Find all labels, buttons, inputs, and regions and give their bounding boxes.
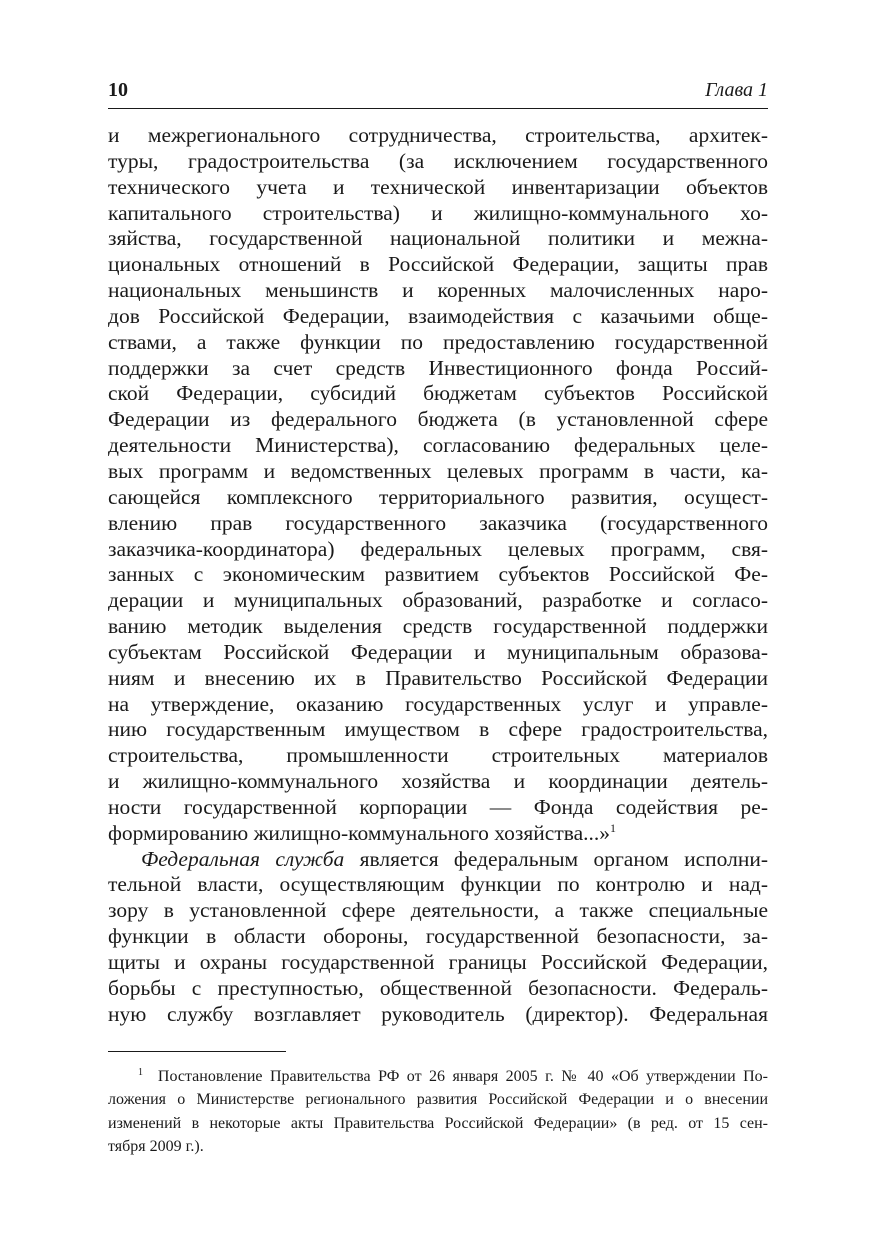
paragraph-2 xyxy=(108,847,768,1028)
text-line: Федерации из федерального бюджета (в установленной сфере xyxy=(108,407,768,432)
text-line: ности государственной корпорации — Фонда содействия ре- xyxy=(108,794,768,819)
text-line: циональных отношений в Российской Федерации, защиты прав xyxy=(108,252,768,277)
text-line: влению прав государственного заказчика (государственного xyxy=(108,510,768,535)
text-line: ниям и внесению их в Правительство Российской Федерации xyxy=(108,665,768,690)
defined-term: Федеральная служба xyxy=(141,846,345,871)
text-line: ской Федерации, субсидий бюджетам субъектов Российской xyxy=(108,381,768,406)
text-line: зяйства, государственной национальной политики и межна- xyxy=(108,226,768,251)
text-line: туры, градостроительства (за исключением государственного xyxy=(108,148,768,173)
text-line: функции в области обороны, государственной безопасности, за- xyxy=(108,924,768,949)
text-line: на утверждение, оказанию государственных услуг и управле- xyxy=(108,691,768,716)
footnote-line: изменений в некоторые акты Правительства Российской Федерации» (в ред. от 15 сен- xyxy=(108,1114,768,1132)
footnote-text: Постановление Правительства РФ от 26 января 2005 г. № 40 «Об утверждении По- xyxy=(157,1068,769,1085)
text-line: национальных меньшинств и коренных малочисленных наро- xyxy=(108,278,768,303)
text-line: сающейся комплексного территориального развития, осущест- xyxy=(108,484,768,509)
text-line: и жилищно-коммунального хозяйства и координации деятель- xyxy=(108,769,768,794)
paragraph-1 xyxy=(108,123,768,847)
footnote-line-last: тября 2009 г.). xyxy=(108,1137,204,1155)
text-line: капитального строительства) и жилищно-коммунального хо- xyxy=(108,200,768,225)
footnote-ref[interactable]: 1 xyxy=(610,820,617,835)
footnote-marker: 1 xyxy=(138,1067,143,1078)
quote-end-text: формированию жилищно-коммунального хозяйства...» xyxy=(108,820,611,845)
footnote xyxy=(108,1065,768,1158)
text-line: щиты и охраны государственной границы Российской Федерации, xyxy=(108,950,768,974)
text-line: ствами, а также функции по предоставлению государственной xyxy=(108,329,768,354)
text-line: нию государственным имуществом в сфере градостроительства, xyxy=(108,717,768,742)
text-line: деятельности Министерства), согласованию федеральных целе- xyxy=(108,433,768,458)
text-line: ванию методик выделения средств государственной поддержки xyxy=(108,614,768,639)
text-line-first xyxy=(108,847,768,873)
text-line: ную службу возглавляет руководитель (директор). Федеральная xyxy=(108,1001,768,1026)
footnote-line: ложения о Министерстве регионального развития Российской Федерации и о внесении xyxy=(108,1091,768,1109)
footnote-rule xyxy=(108,1051,286,1052)
text-line: вых программ и ведомственных целевых программ в части, ка- xyxy=(108,458,768,483)
text-line: дерации и муниципальных образований, разработке и согласо- xyxy=(108,588,768,613)
chapter-title: Глава 1 xyxy=(705,79,768,101)
text-run: является федеральным органом исполни- xyxy=(344,846,768,871)
body-text xyxy=(108,123,768,1028)
text-line: строительства, промышленности строительных материалов xyxy=(108,743,768,768)
text-line: субъектам Российской Федерации и муниципальным образова- xyxy=(108,639,768,664)
header-rule xyxy=(108,108,768,109)
text-line: дов Российской Федерации, взаимодействия с казачьими обще- xyxy=(108,303,768,328)
text-line: и межрегионального сотрудничества, строительства, архитек- xyxy=(108,123,768,147)
running-head xyxy=(108,78,768,102)
text-line: поддержки за счет средств Инвестиционного фонда Россий- xyxy=(108,355,768,380)
text-line: занных с экономическим развитием субъектов Российской Фе- xyxy=(108,562,768,587)
text-line: заказчика-координатора) федеральных целевых программ, свя- xyxy=(108,536,768,561)
page-number: 10 xyxy=(108,79,128,101)
text-line: зору в установленной сфере деятельности, а также специальные xyxy=(108,898,768,923)
text-line: технического учета и технической инвентаризации объектов xyxy=(108,174,768,199)
text-line-last xyxy=(108,821,768,847)
text-line: борьбы с преступностью, общественной безопасности. Федераль- xyxy=(108,975,768,1000)
text-line: тельной власти, осуществляющим функции по контролю и над- xyxy=(108,872,768,897)
footnote-line-first xyxy=(108,1065,768,1088)
